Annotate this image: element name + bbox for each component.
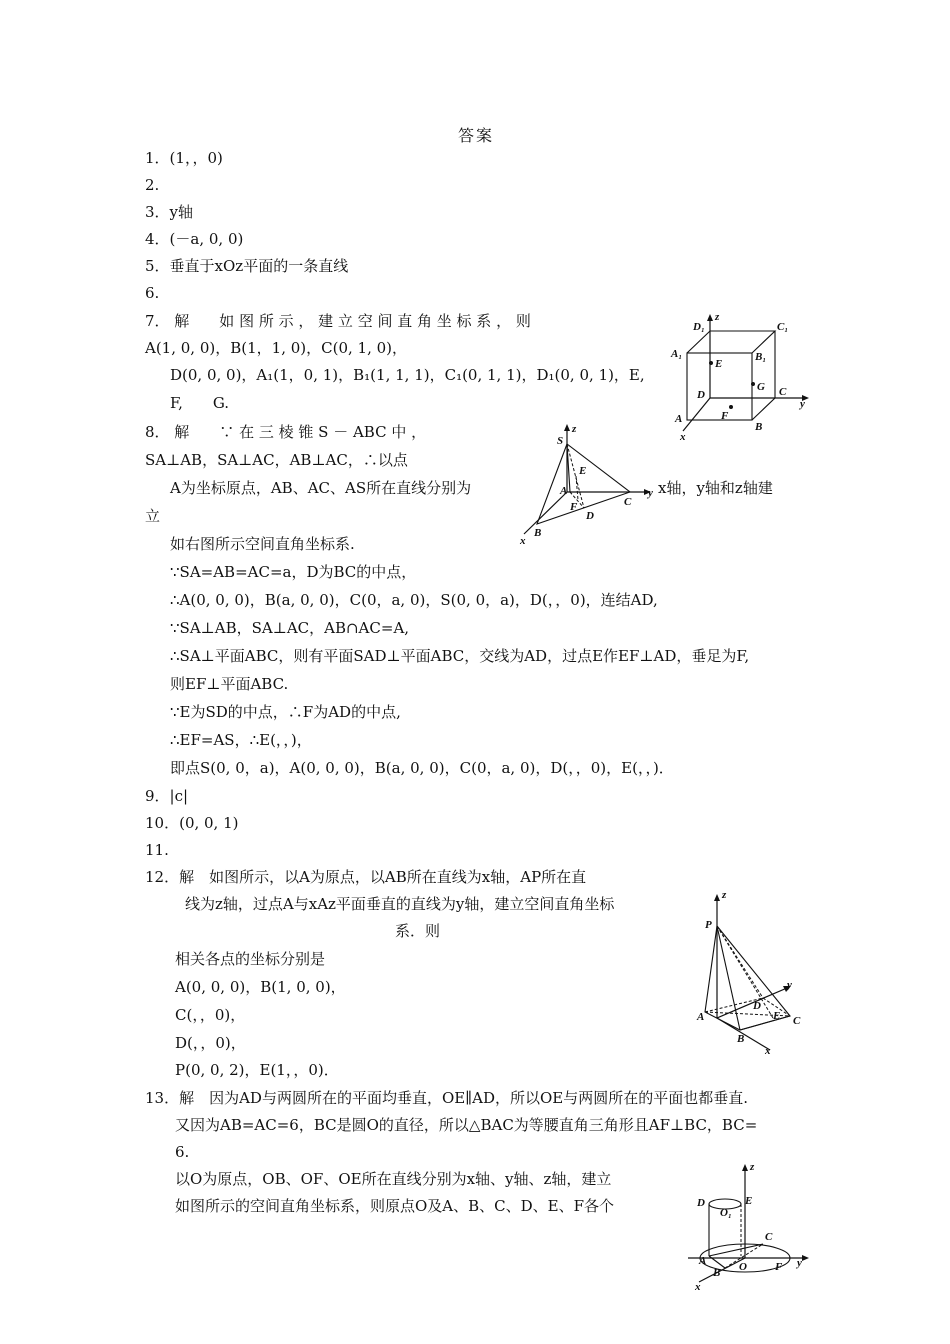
answer-7-line-2: A(1, 0, 0)，B(1，1, 0)，C(0, 1, 0)， [145,339,408,357]
answer-8-line-1: 8． 解 ∵ 在 三 棱 锥 S － ABC 中 ， [145,423,427,441]
page-title: 答案 [458,126,495,145]
tetra-label-y: y [648,487,653,499]
cylinder-label-e: E [745,1195,753,1207]
answer-13-line-4: 以O为原点，OB、OF、OE所在直线分别为x轴、y轴、z轴，建立 [175,1170,612,1188]
answer-8-line-12: ∴EF=AS，∴E(，，)， [170,731,312,749]
tetra-x-axis [524,492,567,534]
cube-label-a: A [675,413,683,425]
answer-8-line-3: A为坐标原点，AB、AC、AS所在直线分别为 [170,479,472,497]
tetra-faces [537,444,630,524]
cube-right-edge [752,331,775,420]
answer-8-line-2: SA⊥AB，SA⊥AC，AB⊥AC，∴以点 [145,451,408,469]
cube-label-c1: C₁ [777,321,789,333]
answer-8-line-3-right: x轴，y轴和z轴建 [658,479,773,497]
cube-label-g: G [757,381,765,393]
cube-figure [665,308,815,443]
cube-label-b1: B₁ [755,351,767,363]
answer-8-line-7: ∴A(0, 0, 0)，B(a, 0, 0)，C(0，a, 0)，S(0, 0，a)，D(，，0)，连结AD, [170,591,658,609]
pyramid-label-x: x [765,1045,771,1057]
cube-label-x: x [680,431,686,443]
pyramid-label-c: C [793,1015,801,1027]
cylinder-label-x: x [695,1281,701,1293]
cylinder-label-a: A [699,1255,707,1267]
answer-7-line-1: 7． 解 如 图 所 示 ， 建 立 空 间 直 角 坐 标 系 ， 则 [145,312,531,330]
cube-top-face [687,331,775,353]
tetra-label-d: D [586,510,594,522]
answer-13-line-5: 如图所示的空间直角坐标系，则原点O及A、B、C、D、E、F各个 [175,1197,615,1215]
tetra-label-x: x [520,535,526,547]
answer-8-line-4: 立 [145,507,161,525]
point-g-dot [751,382,755,386]
answer-11: 11. [145,841,169,859]
answer-8-line-13: 即点S(0, 0，a)，A(0, 0, 0)，B(a, 0, 0)，C(0，a, 0)，D(，，0)，E(，，)． [170,759,674,777]
tetra-label-e: E [579,465,587,477]
answer-4: 4．(－a, 0, 0) [145,230,244,248]
answer-2: 2. [145,176,160,194]
answer-8-line-9: ∴SA⊥平面ABC，则有平面SAD⊥平面ABC，交线为AD，过点E作EF⊥AD，垂足为F, [170,647,750,665]
cylinder-label-z: z [750,1161,755,1173]
cube-label-f: F [721,410,729,422]
answer-7-line-4: F, G. [170,394,230,412]
point-e-dot [709,361,713,365]
cube-label-d: D [697,389,705,401]
answer-12-line-5: A(0, 0, 0)，B(1, 0, 0)， [175,978,346,996]
cylinder-label-b: B [713,1267,721,1279]
tetra-label-c: C [624,496,632,508]
pyramid-label-b: B [737,1033,745,1045]
answer-13-line-2: 又因为AB=AC=6，BC是圆O的直径，所以△BAC为等腰直角三角形且AF⊥BC，BC= [175,1116,758,1134]
answer-10: 10．(0, 0, 1) [145,814,239,832]
answer-6: 6. [145,284,160,302]
tetra-label-s: S [557,435,564,447]
answer-3: 3．y轴 [145,203,194,221]
answer-13-line-3: 6. [175,1143,190,1161]
answer-12-line-6: C(，，0)， [175,1006,246,1024]
pyramid-label-y: y [787,979,792,991]
cylinder-label-o: O [739,1261,747,1273]
answer-8-line-11: ∵E为SD的中点，∴F为AD的中点, [170,703,401,721]
answer-8-line-10: 则EF⊥平面ABC. [170,675,289,693]
cylinder-label-f: F [775,1261,783,1273]
pyramid-label-p: P [705,919,712,931]
cylinder-figure [685,1160,815,1295]
cylinder-label-c: C [765,1231,773,1243]
cube-label-z: z [715,311,720,323]
answer-12-line-7: D(，，0)， [175,1034,246,1052]
tetra-label-b: B [534,527,542,539]
answer-8-line-5: 如右图所示空间直角坐标系. [170,535,355,553]
tetra-label-f: F [570,501,578,513]
answer-7-line-3: D(0, 0, 0)，A₁(1，0, 1)，B₁(1, 1, 1)，C₁(0, 1, 1)，D₁(0, 0, 1)，E, [170,366,645,384]
cube-label-y: y [800,398,805,410]
answer-8-line-8: ∵SA⊥AB，SA⊥AC，AB∩AC=A, [170,619,410,637]
cube-label-b: B [755,421,763,433]
answer-12-line-4: 相关各点的坐标分别是 [175,950,326,968]
cube-label-e: E [715,358,723,370]
cylinder-label-y: y [797,1257,802,1269]
cube-label-a1: A₁ [671,348,683,360]
cylinder-label-d: D [697,1197,705,1209]
answer-12-line-1: 12．解 如图所示，以A为原点，以AB所在直线为x轴，AP所在直 [145,868,587,886]
answer-13-line-1: 13．解 因为AD与两圆所在的平面均垂直，OE∥AD，所以OE与两圆所在的平面也都垂直. [145,1089,748,1107]
answer-12-line-2: 线为z轴，过点A与xAz平面垂直的直线为y轴，建立空间直角坐标 [185,895,615,913]
answer-12-line-3: 系．则 [395,922,441,940]
answer-12-line-8: P(0, 0, 2)，E(1，，0)． [175,1061,339,1079]
tetrahedron-figure [512,422,662,547]
answer-5: 5．垂直于xOz平面的一条直线 [145,257,349,275]
cube-label-c: C [779,386,787,398]
pyramid-label-d: D [753,1000,761,1012]
answer-9: 9．|c| [145,787,189,805]
tetra-label-z: z [572,423,577,435]
pyramid-figure [695,888,815,1058]
point-f-dot [729,405,733,409]
tetra-label-a: A [560,485,568,497]
answer-8-line-6: ∵SA=AB=AC=a，D为BC的中点， [170,563,417,581]
cylinder-label-o1: O₁ [720,1207,732,1219]
cube-label-d1: D₁ [693,321,705,333]
pyramid-label-e: E [773,1010,781,1022]
pyramid-label-a: A [697,1011,705,1023]
pyramid-label-z: z [722,889,727,901]
answer-1: 1．(1，，0) [145,149,223,167]
